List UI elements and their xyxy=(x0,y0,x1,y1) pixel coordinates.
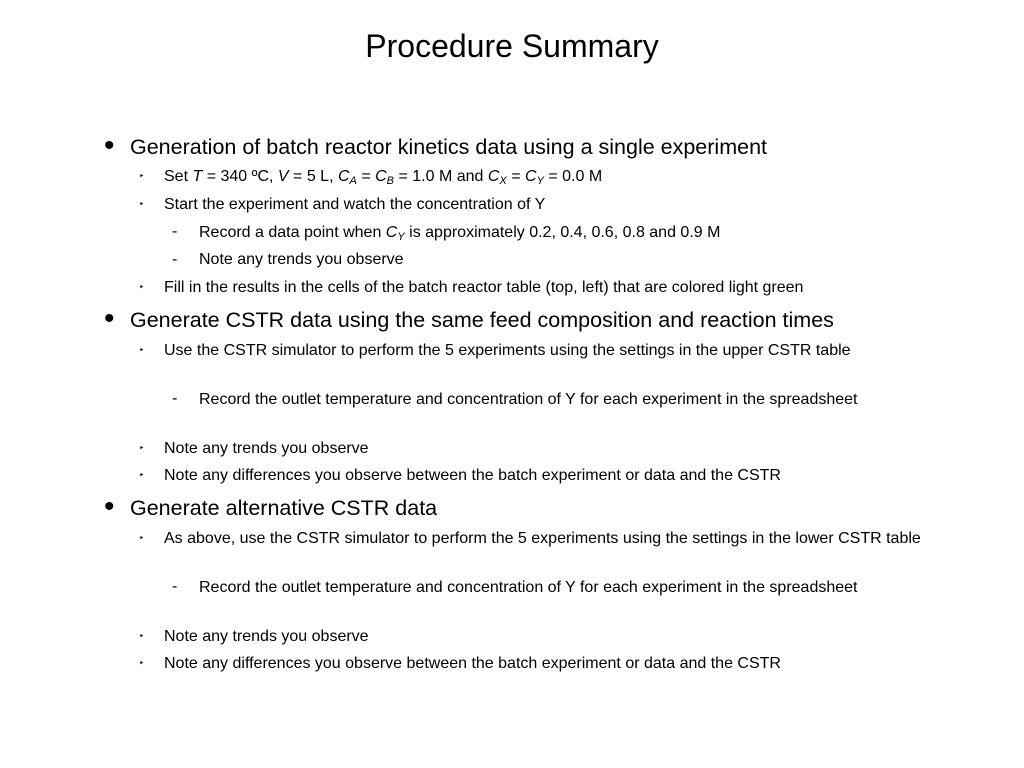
bullet-arrow-icon: ‣ xyxy=(139,533,145,543)
bullet-arrow-icon: ‣ xyxy=(139,658,145,668)
bullet-dash-icon: - xyxy=(172,251,178,268)
bullet-dot-icon: • xyxy=(104,129,115,162)
list-item: Record the outlet temperature and concentration of Y for each experiment in the spreadsheet xyxy=(199,391,858,408)
bullet-arrow-icon: ‣ xyxy=(139,282,145,292)
bullet-arrow-icon: ‣ xyxy=(139,199,145,209)
bullet-dot-icon: • xyxy=(104,302,115,335)
list-item: Note any trends you observe xyxy=(199,251,404,268)
section-heading: Generate alternative CSTR data xyxy=(130,496,438,520)
section-heading: Generate CSTR data using the same feed composition and reaction times xyxy=(130,308,834,332)
bullet-dash-icon: - xyxy=(172,223,178,240)
bullet-dash-icon: - xyxy=(172,578,178,595)
bullet-dot-icon: • xyxy=(104,490,115,523)
bullet-arrow-icon: ‣ xyxy=(139,345,145,355)
list-item: Fill in the results in the cells of the batch reactor table (top, left) that are colored light green xyxy=(164,279,804,296)
list-item: As above, use the CSTR simulator to perform the 5 experiments using the settings in the lower CSTR table xyxy=(164,530,921,547)
bullet-arrow-icon: ‣ xyxy=(139,443,145,453)
bullet-dash-icon: - xyxy=(172,390,178,407)
bullet-arrow-icon: ‣ xyxy=(139,171,145,181)
bullet-arrow-icon: ‣ xyxy=(139,631,145,641)
list-item: Set T = 340 ºC, V = 5 L, $C_A = C_B = 1.0$ M and $C_X = C_Y = 0.0$ M xyxy=(164,168,603,187)
list-item: Note any trends you observe xyxy=(164,440,369,457)
bullet-arrow-icon: ‣ xyxy=(139,470,145,480)
list-item: Note any trends you observe xyxy=(164,628,369,645)
list-item: Note any differences you observe between the batch experiment or data and the CSTR xyxy=(164,467,781,484)
section-heading: Generation of batch reactor kinetics data using a single experiment xyxy=(130,135,768,159)
list-item: Start the experiment and watch the concentration of Y xyxy=(164,196,546,213)
list-item: Record a data point when $C_Y$ is approximately 0.2, 0.4, 0.6, 0.8 and 0.9 M xyxy=(199,224,721,243)
list-item: Note any differences you observe between the batch experiment or data and the CSTR xyxy=(164,655,781,672)
slide-title: Procedure Summary xyxy=(365,28,659,64)
list-item: Record the outlet temperature and concentration of Y for each experiment in the spreadsheet xyxy=(199,579,858,596)
list-item: Use the CSTR simulator to perform the 5 experiments using the settings in the upper CSTR table xyxy=(164,342,851,359)
